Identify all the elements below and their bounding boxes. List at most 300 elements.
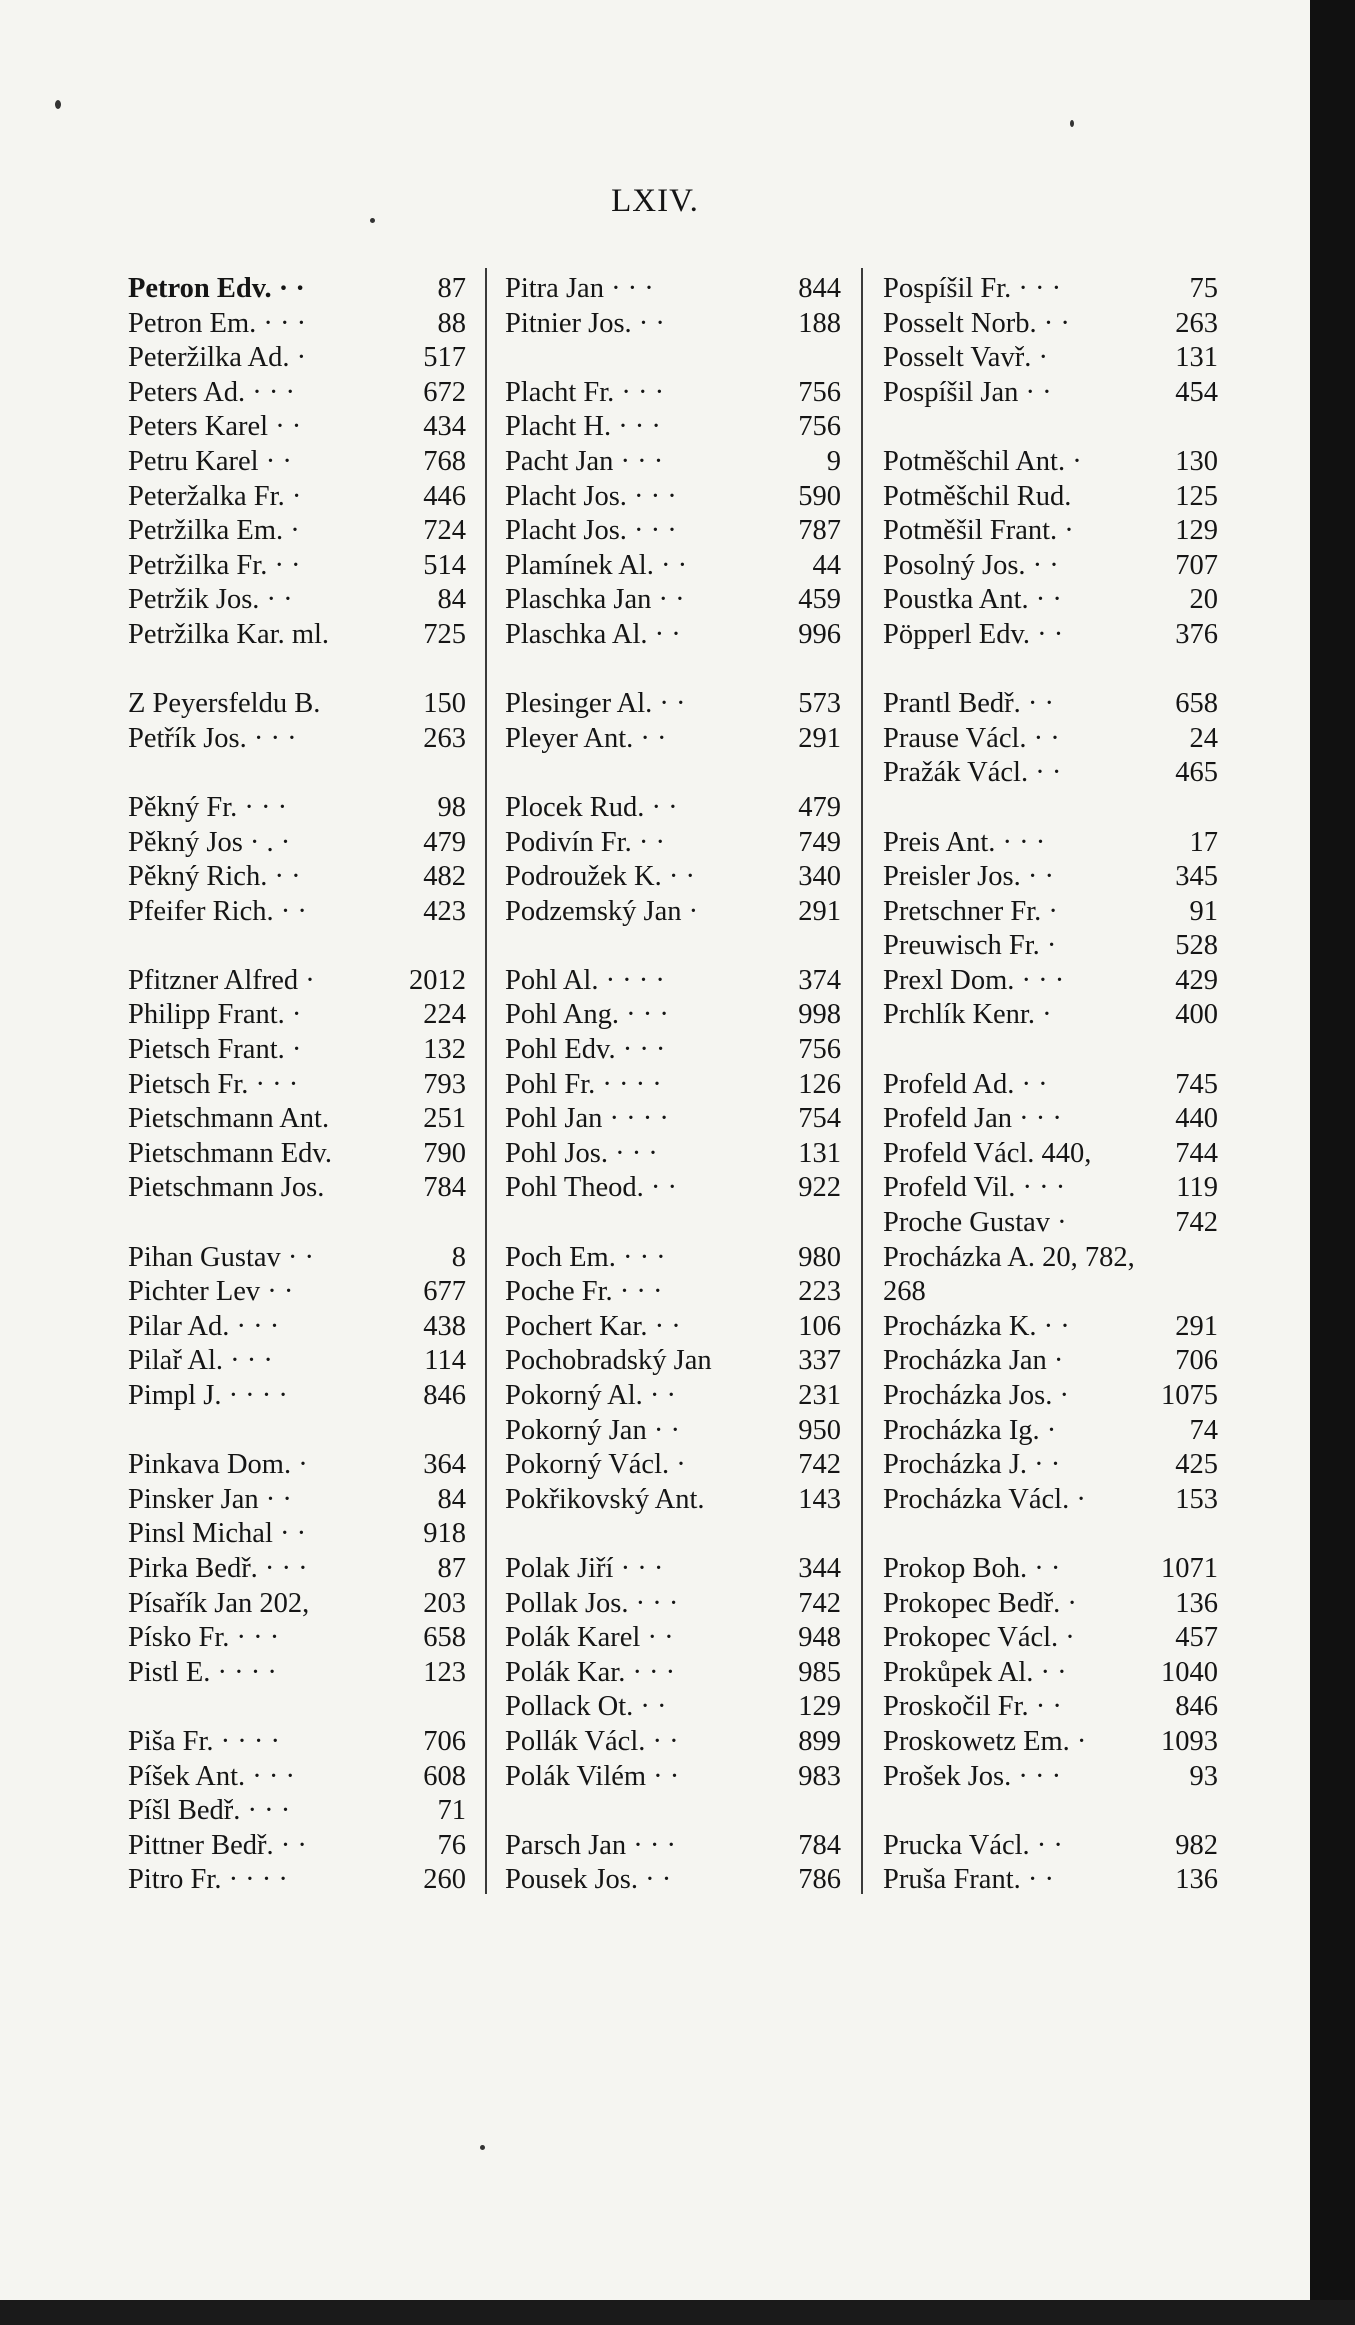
entry-page-number: 980 xyxy=(798,1241,841,1273)
entry-name: Pousek Jos. · · xyxy=(505,1864,672,1896)
index-entry xyxy=(883,1206,1218,1241)
entry-name: Polák Vilém · · xyxy=(505,1760,680,1792)
index-entry xyxy=(883,1310,1218,1345)
entry-page-number: 459 xyxy=(798,584,841,616)
entry-page-number: 75 xyxy=(1189,273,1218,304)
entry-page-number: 337 xyxy=(798,1345,841,1377)
index-entry xyxy=(505,791,841,826)
index-entry xyxy=(505,860,841,895)
index-entry xyxy=(883,1171,1218,1206)
index-entry xyxy=(505,1344,841,1379)
blank-line xyxy=(883,1033,1218,1068)
entry-page-number: 1075 xyxy=(1161,1380,1218,1411)
index-entry xyxy=(883,687,1218,722)
index-entry xyxy=(505,1690,841,1725)
entry-page-number: 434 xyxy=(423,411,466,443)
entry-name: Pražák Václ. · · xyxy=(883,757,1062,789)
index-entry xyxy=(128,791,466,826)
entry-name: Prokopec Václ. · xyxy=(883,1622,1075,1654)
entry-name: Pinsl Michal · · xyxy=(128,1518,307,1550)
entry-page-number xyxy=(791,1517,841,1552)
entry-page-number: 345 xyxy=(1175,861,1218,893)
index-entry xyxy=(128,826,466,861)
entry-page-number: 87 xyxy=(437,273,466,304)
entry-page-number: 91 xyxy=(1189,895,1218,927)
page-edge-shadow xyxy=(1310,0,1355,2325)
index-entry xyxy=(883,1690,1218,1725)
index-entry xyxy=(505,1552,841,1587)
entry-page-number: 84 xyxy=(437,584,466,616)
entry-page-number: 756 xyxy=(798,376,841,408)
index-entry xyxy=(505,1587,841,1622)
entry-name: Pietschmann Ant. xyxy=(128,1103,330,1135)
index-entry xyxy=(883,1760,1218,1795)
entry-name: Pirka Bedř. · · · xyxy=(128,1552,308,1584)
entry-name: Pochobradský Jan xyxy=(505,1345,712,1377)
entry-page-number: 291 xyxy=(1175,1310,1218,1342)
entry-page-number xyxy=(416,1690,466,1725)
index-entry xyxy=(883,272,1218,307)
entry-page-number: 74 xyxy=(1189,1414,1218,1446)
index-entry xyxy=(883,307,1218,342)
blank-line xyxy=(505,653,841,688)
index-entry xyxy=(128,1344,466,1379)
entry-name: Pitra Jan · · · xyxy=(505,273,654,304)
entry-page-number: 1093 xyxy=(1161,1725,1218,1757)
index-entry xyxy=(128,1310,466,1345)
index-entry xyxy=(128,583,466,618)
entry-name: Potměšchil Rud. xyxy=(883,480,1072,512)
index-entry xyxy=(505,1102,841,1137)
index-entry xyxy=(505,445,841,480)
index-entry xyxy=(505,272,841,307)
entry-name: Pittner Bedř. · · xyxy=(128,1829,307,1861)
index-entry xyxy=(883,860,1218,895)
entry-name: Pilar Ad. · · · xyxy=(128,1310,280,1342)
entry-name: Petru Karel · · xyxy=(128,445,292,477)
index-entry xyxy=(128,998,466,1033)
entry-name: Placht Jos. · · · xyxy=(505,480,677,512)
entry-name: Profeld Vil. · · · xyxy=(883,1172,1066,1204)
entry-page-number: 98 xyxy=(437,791,466,823)
index-entry xyxy=(883,514,1218,549)
entry-page-number: 844 xyxy=(798,273,841,304)
entry-page-number: 998 xyxy=(798,999,841,1031)
blank-line xyxy=(883,1794,1218,1829)
entry-page-number: 87 xyxy=(437,1552,466,1584)
entry-page-number: 106 xyxy=(798,1310,841,1342)
index-entry xyxy=(128,1448,466,1483)
index-entry xyxy=(128,722,466,757)
index-entry xyxy=(505,480,841,515)
entry-page-number: 724 xyxy=(423,515,466,547)
entry-name: Placht H. · · · xyxy=(505,411,661,443)
index-entry xyxy=(128,549,466,584)
entry-page-number: 768 xyxy=(423,445,466,477)
entry-name: Petržilka Kar. ml. xyxy=(128,618,330,650)
index-entry xyxy=(883,1137,1218,1172)
entry-page-number xyxy=(791,1206,841,1241)
entry-page-number: 756 xyxy=(798,411,841,443)
index-entry xyxy=(128,687,466,722)
entry-page-number: 787 xyxy=(798,515,841,547)
entry-name: Peteržalka Fr. · xyxy=(128,480,302,512)
index-entry xyxy=(505,376,841,411)
entry-name: Potměšchil Ant. · xyxy=(883,445,1082,477)
ink-speck xyxy=(480,2145,485,2150)
entry-name: Pěkný Rich. · · xyxy=(128,861,301,893)
entry-page-number: 364 xyxy=(423,1449,466,1481)
index-entry xyxy=(128,341,466,376)
entry-name: Pokřikovský Ant. xyxy=(505,1483,705,1515)
entry-name: Plaschka Jan · · xyxy=(505,584,685,616)
ink-speck xyxy=(1070,120,1074,127)
index-entry xyxy=(505,1033,841,1068)
index-entry xyxy=(505,1275,841,1310)
entry-page-number xyxy=(1168,1241,1218,1276)
blank-line xyxy=(505,1206,841,1241)
index-entry xyxy=(883,1379,1218,1414)
index-entry xyxy=(883,1068,1218,1103)
entry-name: Pohl Ang. · · · xyxy=(505,999,669,1031)
entry-page-number: 517 xyxy=(423,342,466,374)
page-number: LXIV. xyxy=(611,183,699,219)
entry-page-number xyxy=(1168,410,1218,445)
entry-name: Pfitzner Alfred · xyxy=(128,964,315,996)
index-entry xyxy=(128,1033,466,1068)
index-entry xyxy=(883,895,1218,930)
entry-name: Procházka A. 20, 782, xyxy=(883,1241,1135,1273)
column-divider-1 xyxy=(485,268,487,1894)
entry-page-number: 251 xyxy=(423,1103,466,1135)
blank-line xyxy=(883,410,1218,445)
entry-page-number: 136 xyxy=(1175,1864,1218,1896)
index-entry xyxy=(883,1552,1218,1587)
entry-name: Pokorný Václ. · xyxy=(505,1449,686,1481)
entry-page-number xyxy=(416,1414,466,1449)
entry-page-number: 706 xyxy=(1175,1345,1218,1377)
blank-line xyxy=(883,791,1218,826)
index-entry xyxy=(505,1863,841,1898)
entry-page-number: 786 xyxy=(798,1864,841,1896)
entry-page-number: 374 xyxy=(798,964,841,996)
entry-page-number: 756 xyxy=(798,1034,841,1066)
entry-name: Posselt Norb. · · xyxy=(883,307,1070,339)
entry-name: Prokop Boh. · · xyxy=(883,1552,1061,1584)
entry-page-number: 672 xyxy=(423,376,466,408)
entry-name: Procházka J. · · xyxy=(883,1449,1061,1481)
index-entry xyxy=(128,1725,466,1760)
entry-name: Proskowetz Em. · xyxy=(883,1725,1087,1757)
entry-name: Pohl Edv. · · · xyxy=(505,1034,666,1066)
index-entry xyxy=(883,929,1218,964)
index-entry xyxy=(505,1068,841,1103)
entry-name: Preuwisch Fr. · xyxy=(883,930,1057,962)
entry-page-number: 982 xyxy=(1175,1829,1218,1861)
index-entry xyxy=(505,722,841,757)
entry-name: Pinsker Jan · · xyxy=(128,1483,292,1515)
entry-name: Z Peyersfeldu B. xyxy=(128,688,321,720)
entry-name: Prexl Dom. · · · xyxy=(883,964,1065,996)
entry-name: Pohl Jos. · · · xyxy=(505,1137,658,1169)
index-entry xyxy=(883,1725,1218,1760)
entry-page-number: 20 xyxy=(1189,584,1218,616)
index-entry xyxy=(883,549,1218,584)
index-entry xyxy=(883,341,1218,376)
entry-page-number xyxy=(791,929,841,964)
entry-page-number: 742 xyxy=(798,1449,841,1481)
page-bottom-shadow xyxy=(0,2300,1355,2325)
index-entry xyxy=(128,1621,466,1656)
entry-page-number: 114 xyxy=(424,1345,466,1377)
entry-page-number: 423 xyxy=(423,895,466,927)
index-entry xyxy=(883,964,1218,999)
entry-name: Peters Ad. · · · xyxy=(128,376,296,408)
entry-name: Prokůpek Al. · · xyxy=(883,1656,1067,1688)
entry-page-number: 8 xyxy=(451,1241,466,1273)
entry-name: Prantl Bedř. · · xyxy=(883,688,1054,720)
entry-page-number: 479 xyxy=(423,826,466,858)
index-entry xyxy=(505,687,841,722)
entry-page-number: 119 xyxy=(1176,1172,1218,1204)
index-entry xyxy=(505,410,841,445)
entry-name: Petron Edv. · · xyxy=(128,273,305,304)
entry-name: Pacht Jan · · · xyxy=(505,445,664,477)
entry-page-number: 203 xyxy=(423,1587,466,1619)
entry-name: Plamínek Al. · · xyxy=(505,549,688,581)
index-entry xyxy=(505,826,841,861)
blank-line xyxy=(883,1517,1218,1552)
index-entry xyxy=(128,1171,466,1206)
entry-name: Proche Gustav · xyxy=(883,1207,1067,1239)
entry-name: Preis Ant. · · · xyxy=(883,826,1046,858)
index-entry xyxy=(128,1102,466,1137)
entry-name: Plaschka Al. · · xyxy=(505,618,681,650)
entry-name: Polák Kar. · · · xyxy=(505,1656,676,1688)
index-entry xyxy=(128,1863,466,1898)
index-entry xyxy=(505,1379,841,1414)
entry-name: Pohl Theod. · · xyxy=(505,1172,678,1204)
entry-name: Polak Jiří · · · xyxy=(505,1552,664,1584)
entry-name: Parsch Jan · · · xyxy=(505,1829,676,1861)
entry-page-number: 950 xyxy=(798,1414,841,1446)
index-entry xyxy=(128,1794,466,1829)
index-entry xyxy=(128,860,466,895)
index-entry xyxy=(128,376,466,411)
index-entry xyxy=(128,480,466,515)
entry-page-number: 260 xyxy=(423,1864,466,1896)
index-column-2 xyxy=(505,272,841,1898)
entry-name: Procházka K. · · xyxy=(883,1310,1070,1342)
index-entry xyxy=(128,445,466,480)
index-entry xyxy=(128,1379,466,1414)
entry-page-number: 136 xyxy=(1175,1587,1218,1619)
entry-name: Pruša Frant. · · xyxy=(883,1864,1054,1896)
ink-speck xyxy=(55,100,61,109)
index-entry xyxy=(128,1587,466,1622)
entry-page-number: 224 xyxy=(423,999,466,1031)
entry-page-number: 446 xyxy=(423,480,466,512)
entry-page-number: 340 xyxy=(798,861,841,893)
index-entry xyxy=(128,514,466,549)
entry-page-number: 1071 xyxy=(1161,1552,1218,1584)
index-entry xyxy=(883,1102,1218,1137)
entry-page-number: 742 xyxy=(1175,1207,1218,1239)
index-entry xyxy=(505,895,841,930)
entry-name: Pinkava Dom. · xyxy=(128,1449,308,1481)
entry-name: Pitnier Jos. · · xyxy=(505,307,665,339)
index-entry xyxy=(883,1829,1218,1864)
index-entry xyxy=(128,964,466,999)
entry-page-number: 126 xyxy=(798,1068,841,1100)
entry-page-number: 24 xyxy=(1189,722,1218,754)
index-entry xyxy=(883,1275,1218,1310)
entry-name: Peteržilka Ad. · xyxy=(128,342,307,374)
entry-name: Pichter Lev · · xyxy=(128,1276,294,1308)
entry-page-number: 71 xyxy=(437,1795,466,1827)
entry-page-number: 745 xyxy=(1175,1068,1218,1100)
entry-name: Podivín Fr. · · xyxy=(505,826,665,858)
blank-line xyxy=(505,341,841,376)
entry-page-number: 17 xyxy=(1189,826,1218,858)
entry-page-number xyxy=(416,756,466,791)
entry-name: Placht Fr. · · · xyxy=(505,376,665,408)
entry-name: Peters Karel · · xyxy=(128,411,302,443)
entry-name: Podzemský Jan · xyxy=(505,895,699,927)
index-entry xyxy=(883,1241,1218,1276)
entry-name: Petržilka Fr. · · xyxy=(128,549,301,581)
entry-name: Pohl Al. · · · · xyxy=(505,964,665,996)
entry-name: Pollák Václ. · · xyxy=(505,1725,679,1757)
entry-name: Píšek Ant. · · · xyxy=(128,1760,296,1792)
entry-name: Pěkný Jos · . · xyxy=(128,826,291,858)
entry-page-number: 985 xyxy=(798,1656,841,1688)
entry-page-number: 440 xyxy=(1175,1103,1218,1135)
blank-line xyxy=(505,1794,841,1829)
entry-name: Polák Karel · · xyxy=(505,1622,674,1654)
entry-page-number: 131 xyxy=(1175,342,1218,374)
index-entry xyxy=(883,1344,1218,1379)
entry-page-number: 344 xyxy=(798,1552,841,1584)
index-entry xyxy=(128,1656,466,1691)
entry-page-number: 130 xyxy=(1175,445,1218,477)
entry-name: Pilař Al. · · · xyxy=(128,1345,273,1377)
index-entry xyxy=(505,1241,841,1276)
index-entry xyxy=(128,1241,466,1276)
entry-page-number: 922 xyxy=(798,1172,841,1204)
entry-page-number: 132 xyxy=(423,1034,466,1066)
index-column-1 xyxy=(128,272,466,1898)
entry-name: Písko Fr. · · · xyxy=(128,1622,280,1654)
entry-page-number: 996 xyxy=(798,618,841,650)
entry-name: Pretschner Fr. · xyxy=(883,895,1058,927)
blank-line xyxy=(128,1206,466,1241)
entry-page-number xyxy=(791,756,841,791)
index-entry xyxy=(505,514,841,549)
index-entry xyxy=(128,272,466,307)
entry-page-number: 948 xyxy=(798,1622,841,1654)
index-entry xyxy=(883,445,1218,480)
index-entry xyxy=(883,1414,1218,1449)
entry-page-number xyxy=(791,1794,841,1829)
index-entry xyxy=(505,618,841,653)
index-entry xyxy=(128,410,466,445)
entry-page-number: 983 xyxy=(798,1760,841,1792)
entry-name: Plocek Rud. · · xyxy=(505,791,678,823)
index-entry xyxy=(883,1656,1218,1691)
index-entry xyxy=(128,1517,466,1552)
entry-name: Petržik Jos. · · xyxy=(128,584,293,616)
entry-page-number xyxy=(1168,1794,1218,1829)
entry-page-number: 263 xyxy=(1175,307,1218,339)
entry-page-number: 263 xyxy=(423,722,466,754)
index-entry xyxy=(505,1310,841,1345)
index-entry xyxy=(883,1587,1218,1622)
entry-name: Pollak Jos. · · · xyxy=(505,1587,679,1619)
index-entry xyxy=(883,1483,1218,1518)
entry-page-number: 784 xyxy=(423,1172,466,1204)
blank-line xyxy=(505,756,841,791)
entry-name: Pimpl J. · · · · xyxy=(128,1380,288,1411)
entry-name: Píšl Bedř. · · · xyxy=(128,1795,291,1827)
index-entry xyxy=(128,1483,466,1518)
entry-page-number: 93 xyxy=(1189,1760,1218,1792)
entry-page-number: 744 xyxy=(1175,1137,1218,1169)
entry-page-number: 793 xyxy=(423,1068,466,1100)
entry-page-number: 129 xyxy=(798,1691,841,1723)
index-entry xyxy=(883,756,1218,791)
index-entry xyxy=(505,1171,841,1206)
index-entry xyxy=(883,376,1218,411)
entry-page-number: 291 xyxy=(798,722,841,754)
entry-name: Posolný Jos. · · xyxy=(883,549,1059,581)
entry-name: Pospíšil Fr. · · · xyxy=(883,273,1062,304)
entry-page-number: 291 xyxy=(798,895,841,927)
blank-line xyxy=(128,929,466,964)
entry-name: Philipp Frant. · xyxy=(128,999,302,1031)
entry-page-number: 429 xyxy=(1175,964,1218,996)
entry-page-number: 457 xyxy=(1175,1622,1218,1654)
entry-page-number: 231 xyxy=(798,1380,841,1411)
index-entry xyxy=(505,1829,841,1864)
blank-line xyxy=(128,1414,466,1449)
entry-name: Pospíšil Jan · · xyxy=(883,376,1052,408)
entry-page-number: 573 xyxy=(798,688,841,720)
index-entry xyxy=(505,583,841,618)
entry-page-number: 742 xyxy=(798,1587,841,1619)
entry-name: 268 xyxy=(883,1276,926,1308)
entry-page-number xyxy=(416,929,466,964)
index-entry xyxy=(505,549,841,584)
entry-page-number: 482 xyxy=(423,861,466,893)
entry-page-number xyxy=(1168,1275,1218,1310)
entry-page-number: 784 xyxy=(798,1829,841,1861)
entry-page-number: 465 xyxy=(1175,757,1218,789)
index-entry xyxy=(883,618,1218,653)
entry-page-number: 790 xyxy=(423,1137,466,1169)
entry-page-number xyxy=(1168,791,1218,826)
entry-page-number: 846 xyxy=(423,1380,466,1411)
entry-page-number: 707 xyxy=(1175,549,1218,581)
blank-line xyxy=(128,653,466,688)
entry-name: Poch Em. · · · xyxy=(505,1241,666,1273)
index-entry xyxy=(883,1448,1218,1483)
entry-name: Pohl Fr. · · · · xyxy=(505,1068,662,1100)
entry-page-number: 400 xyxy=(1175,999,1218,1031)
entry-name: Proskočil Fr. · · xyxy=(883,1691,1062,1723)
entry-page-number: 479 xyxy=(798,791,841,823)
index-entry xyxy=(128,1275,466,1310)
